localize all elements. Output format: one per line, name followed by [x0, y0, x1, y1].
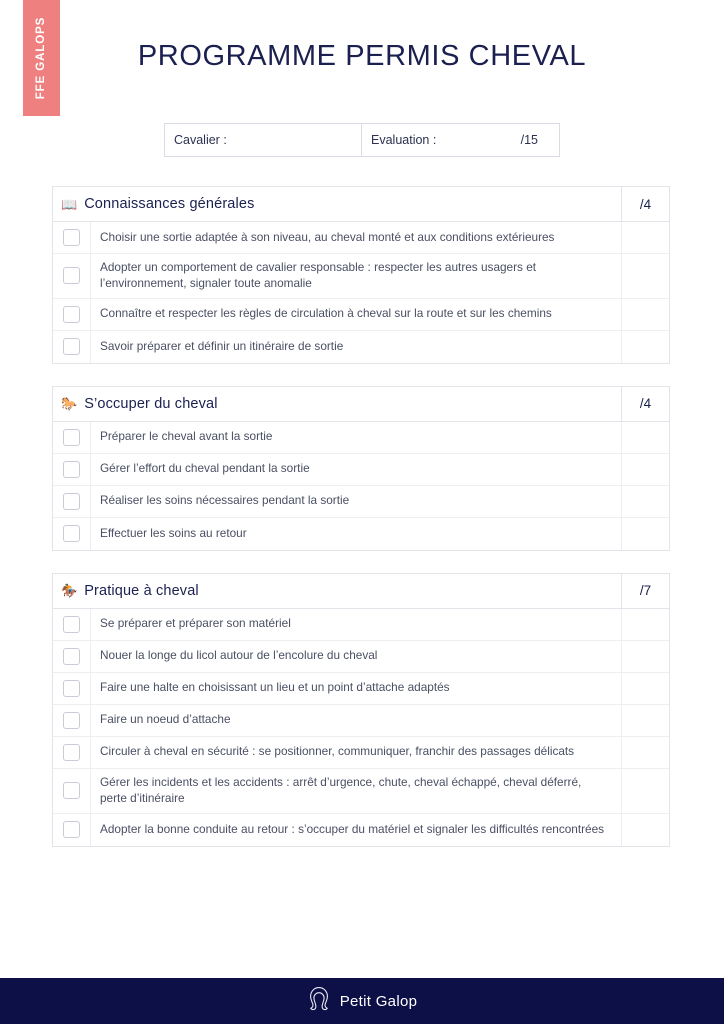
- checkbox[interactable]: [63, 680, 80, 697]
- row-label: Nouer la longe du licol autour de l’encolure du cheval: [100, 648, 378, 663]
- checkbox[interactable]: [63, 338, 80, 355]
- checkbox-cell[interactable]: [53, 331, 91, 363]
- row-score-cell[interactable]: [621, 609, 669, 640]
- row-label: Faire une halte en choisissant un lieu et un point d’attache adaptés: [100, 680, 450, 695]
- row-label: Gérer l’effort du cheval pendant la sortie: [100, 461, 310, 476]
- row-label: Préparer le cheval avant la sortie: [100, 429, 273, 444]
- table-row: [53, 299, 669, 331]
- rider-evaluation-box: [164, 123, 560, 157]
- checkbox-cell[interactable]: [53, 299, 91, 330]
- footer-bar: [0, 978, 724, 1024]
- horse-icon: 🐎: [61, 396, 78, 412]
- section-title: Pratique à cheval: [84, 582, 199, 599]
- evaluation-label: Evaluation :: [371, 133, 437, 147]
- row-label: Adopter un comportement de cavalier responsable : respecter les autres usagers et l’environnement, signaler toute anomalie: [100, 260, 537, 290]
- section-score: /4: [621, 187, 669, 221]
- checkbox-cell[interactable]: [53, 641, 91, 672]
- table-row: [53, 331, 669, 363]
- rider-field[interactable]: [165, 124, 362, 156]
- evaluation-field[interactable]: [362, 124, 559, 156]
- checkbox-cell[interactable]: [53, 518, 91, 550]
- section-header-main: [53, 574, 621, 608]
- section-score: /4: [621, 387, 669, 421]
- brand-name: Petit Galop: [339, 992, 418, 1010]
- table-row: [53, 422, 669, 454]
- checkbox-cell[interactable]: [53, 673, 91, 704]
- sections-container: [52, 186, 670, 869]
- section-header-main: [53, 387, 621, 421]
- section-soccuper-du-cheval: [52, 386, 670, 551]
- table-row: [53, 222, 669, 254]
- checkbox-cell[interactable]: [53, 737, 91, 768]
- checkbox[interactable]: [63, 744, 80, 761]
- checkbox[interactable]: [63, 782, 80, 799]
- horse-racing-icon: 🏇: [61, 583, 78, 599]
- checkbox[interactable]: [63, 461, 80, 478]
- row-label: Faire un noeud d’attache: [100, 712, 231, 727]
- row-score-cell[interactable]: [621, 422, 669, 453]
- checkbox-cell[interactable]: [53, 254, 91, 298]
- row-label: Connaître et respecter les règles de circulation à cheval sur la route et sur les chemins: [100, 306, 552, 321]
- checkbox-cell[interactable]: [53, 486, 91, 517]
- checkbox-cell[interactable]: [53, 609, 91, 640]
- table-row: [53, 737, 669, 769]
- table-row: [53, 518, 669, 550]
- section-header: [53, 187, 669, 222]
- checkbox[interactable]: [63, 429, 80, 446]
- checkbox[interactable]: [63, 493, 80, 510]
- section-title: S’occuper du cheval: [84, 395, 218, 412]
- row-score-cell[interactable]: [621, 454, 669, 485]
- section-header: [53, 574, 669, 609]
- rider-label: Cavalier :: [174, 133, 227, 147]
- row-label: Adopter la bonne conduite au retour : s’occuper du matériel et signaler les difficultés rencontrées: [100, 821, 605, 836]
- checkbox[interactable]: [63, 821, 80, 838]
- row-score-cell[interactable]: [621, 222, 669, 253]
- checkbox[interactable]: [63, 712, 80, 729]
- table-row: [53, 254, 669, 299]
- checkbox-cell[interactable]: [53, 814, 91, 846]
- checkbox[interactable]: [63, 525, 80, 542]
- evaluation-score: /15: [520, 133, 538, 147]
- table-row: [53, 454, 669, 486]
- row-score-cell[interactable]: [621, 486, 669, 517]
- row-label: Se préparer et préparer son matériel: [100, 616, 291, 631]
- table-row: [53, 641, 669, 673]
- row-score-cell[interactable]: [621, 299, 669, 330]
- section-header: [53, 387, 669, 422]
- row-score-cell[interactable]: [621, 673, 669, 704]
- table-row: [53, 486, 669, 518]
- row-score-cell[interactable]: [621, 737, 669, 768]
- row-score-cell[interactable]: [621, 254, 669, 298]
- table-row: [53, 609, 669, 641]
- horseshoe-icon: [307, 986, 331, 1017]
- section-header-main: [53, 187, 621, 221]
- section-title: Connaissances générales: [84, 196, 255, 212]
- row-label: Réaliser les soins nécessaires pendant la sortie: [100, 493, 350, 508]
- section-pratique-a-cheval: [52, 573, 670, 847]
- table-row: [53, 769, 669, 814]
- checkbox-cell[interactable]: [53, 454, 91, 485]
- table-row: [53, 814, 669, 846]
- row-label: Circuler à cheval en sécurité : se positionner, communiquer, franchir des passages délicats: [100, 744, 575, 759]
- section-score: /7: [621, 574, 669, 608]
- row-score-cell[interactable]: [621, 814, 669, 846]
- checkbox[interactable]: [63, 306, 80, 323]
- checkbox[interactable]: [63, 229, 80, 246]
- row-score-cell[interactable]: [621, 769, 669, 813]
- row-label: Effectuer les soins au retour: [100, 525, 247, 540]
- row-score-cell[interactable]: [621, 331, 669, 363]
- side-tab-label: FFE GALOPS: [35, 16, 48, 100]
- table-row: [53, 705, 669, 737]
- checkbox-cell[interactable]: [53, 769, 91, 813]
- checkbox[interactable]: [63, 267, 80, 284]
- page-title: PROGRAMME PERMIS CHEVAL: [137, 40, 587, 72]
- checkbox[interactable]: [63, 648, 80, 665]
- table-row: [53, 673, 669, 705]
- checkbox-cell[interactable]: [53, 422, 91, 453]
- open-book-icon: 📖: [61, 196, 78, 212]
- checkbox-cell[interactable]: [53, 705, 91, 736]
- row-score-cell[interactable]: [621, 705, 669, 736]
- row-label: Savoir préparer et définir un itinéraire de sortie: [100, 338, 344, 353]
- row-label: Gérer les incidents et les accidents : arrêt d’urgence, chute, cheval échappé, cheval déferré, perte d’itinéraire: [100, 774, 582, 805]
- row-label: Choisir une sortie adaptée à son niveau, au cheval monté et aux conditions extérieures: [100, 229, 555, 244]
- checkbox[interactable]: [63, 616, 80, 633]
- row-score-cell[interactable]: [621, 641, 669, 672]
- row-score-cell[interactable]: [621, 518, 669, 550]
- checkbox-cell[interactable]: [53, 222, 91, 253]
- section-connaissances-generales: [52, 186, 670, 364]
